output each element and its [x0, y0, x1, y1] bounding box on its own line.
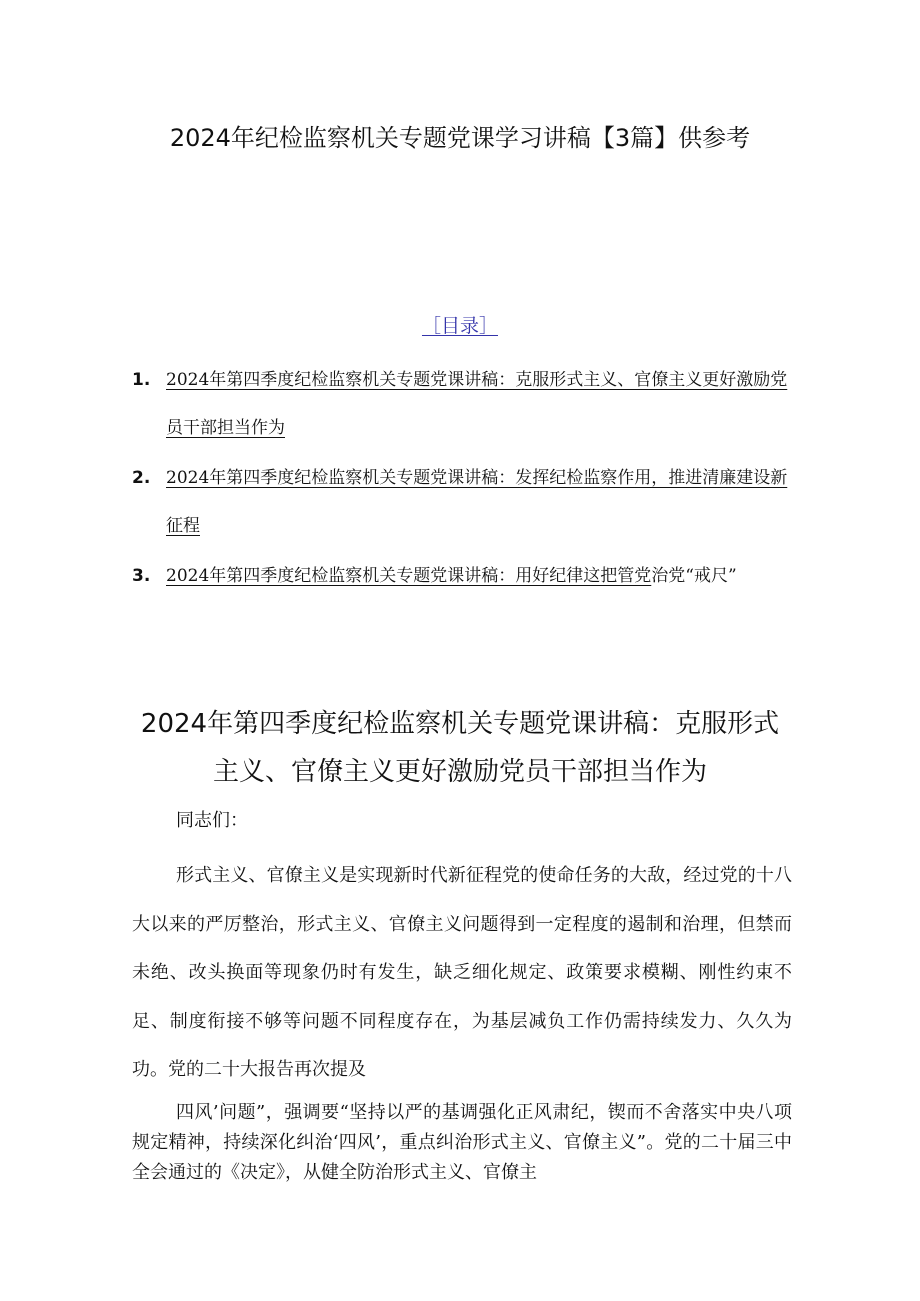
toc-item-number: 1.: [132, 370, 151, 390]
body-paragraph: 四风’问题”，强调要“坚持以严的基调强化正风肃纪，锲而不舍落实中央八项规定精神，持续深化纠治‘四风’，重点纠治形式主义、官僚主义”。党的二十届三中全会通过的《决定》，从健全防治形式主义、官僚主: [132, 1102, 792, 1183]
toc-item-2[interactable]: [132, 454, 792, 550]
document-title: 2024年纪检监察机关专题党课学习讲稿【3篇】供参考: [169, 124, 751, 152]
salutation: 同志们：: [176, 810, 248, 831]
toc-item-3[interactable]: [132, 552, 792, 600]
section-title: 2024年第四季度纪检监察机关专题党课讲稿：克服形式主义、官僚主义更好激励党员干部担当作为: [140, 709, 780, 787]
toc-item-text: [166, 370, 787, 438]
toc-item-link[interactable]: 2024年第四季度纪检监察机关专题党课讲稿：用好纪律这把管党: [166, 566, 652, 586]
toc-list: [132, 356, 792, 602]
toc-heading-link[interactable]: ［目录］: [421, 315, 498, 337]
toc-item-text: [166, 468, 787, 536]
toc-item-link[interactable]: 2024年第四季度纪检监察机关专题党课讲稿：克服形式主义、官僚主义更好激励党员干部担当作为: [166, 370, 788, 438]
toc-item-1[interactable]: [132, 356, 792, 452]
toc-item-number: 3.: [132, 566, 151, 586]
body-paragraph: 形式主义、官僚主义是实现新时代新征程党的使命任务的大敌，经过党的十八大以来的严厉整治，形式主义、官僚主义问题得到一定程度的遏制和治理，但禁而未绝、改头换面等现象仍时有发生，缺乏细化规定、政策要求模糊、刚性约束不足、制度衔接不够等问题不同程度存在，为基层减负工作仍需持续发力、久久为功。党的二十大报告再次提及: [132, 865, 792, 1081]
toc-item-plain: 治党“戒尺”: [651, 566, 737, 586]
toc-item-text: [166, 566, 737, 586]
toc-item-link[interactable]: 2024年第四季度纪检监察机关专题党课讲稿：发挥纪检监察作用，推进清廉建设新征程: [166, 468, 788, 536]
toc-item-number: 2.: [132, 468, 151, 488]
toc-heading: [0, 312, 920, 340]
